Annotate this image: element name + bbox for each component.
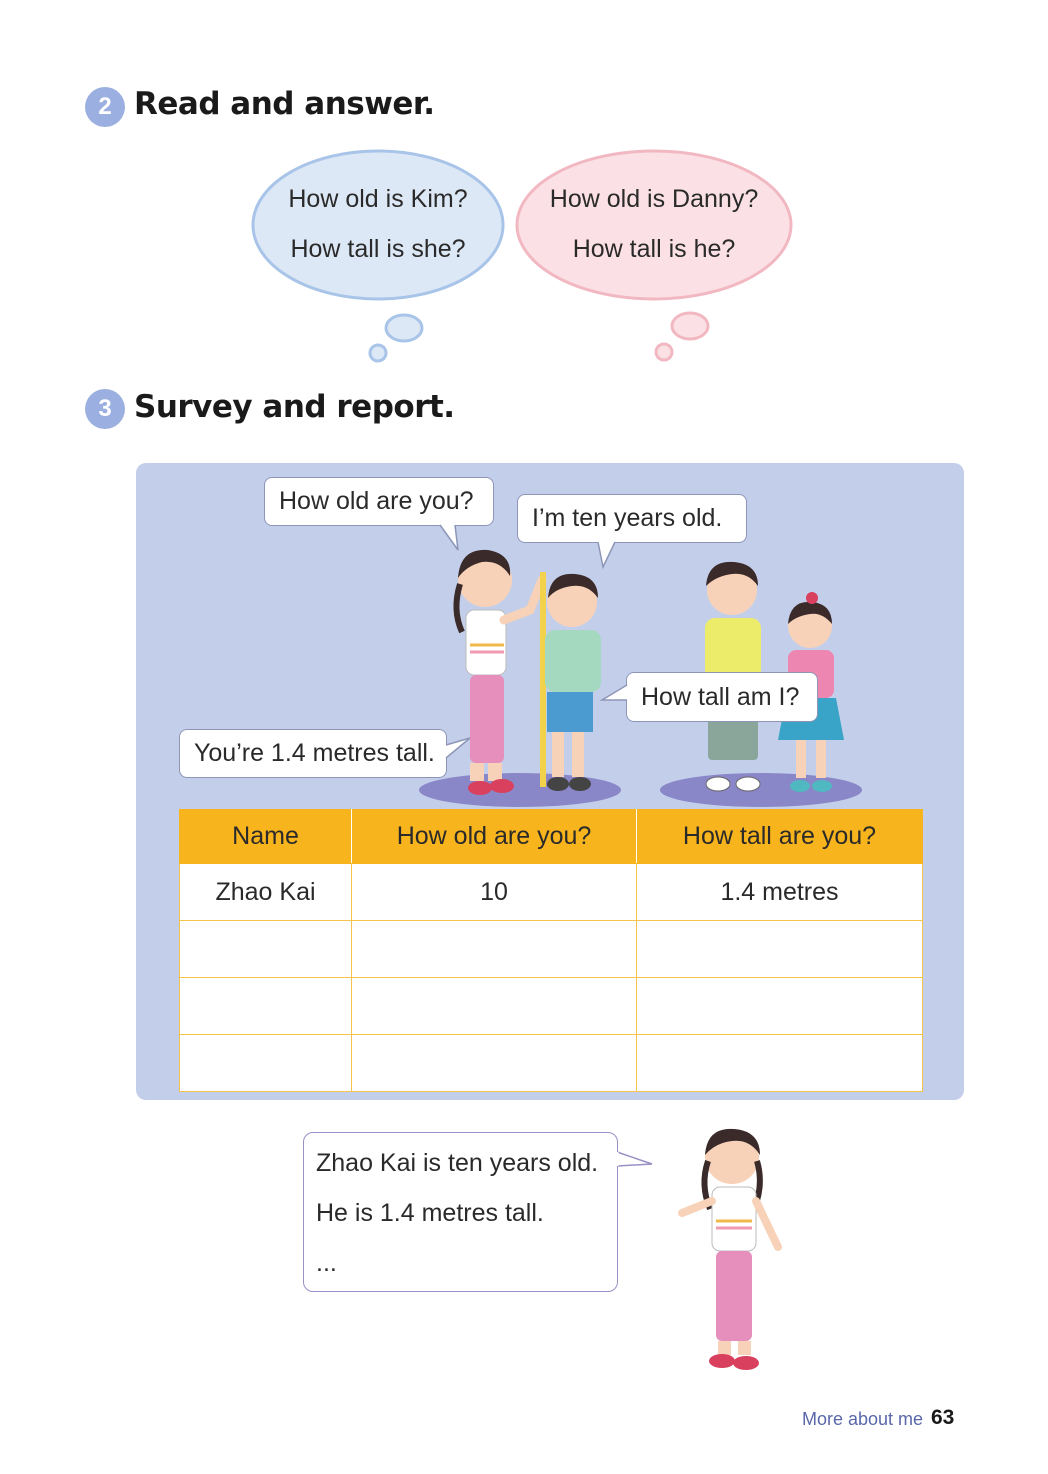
header-how-old: How old are you? <box>352 810 637 864</box>
table-row <box>180 978 923 1035</box>
table-cell[interactable] <box>180 1035 352 1092</box>
table-cell[interactable] <box>352 978 637 1035</box>
thought-danny-line2: How tall is he? <box>572 235 736 263</box>
thought-kim-line2: How tall is she? <box>290 235 466 263</box>
table-row <box>180 864 923 921</box>
section-2-title: Read and answer. <box>134 86 435 122</box>
report-line-2: He is 1.4 metres tall. <box>316 1199 544 1227</box>
footer-unit-title: More about me <box>802 1409 924 1429</box>
page-number: 63 <box>931 1406 955 1429</box>
thought-danny-line1: How old is Danny? <box>549 185 759 213</box>
speech-ten-years: I’m ten years old. <box>517 494 747 543</box>
table-cell[interactable] <box>180 978 352 1035</box>
table-cell[interactable] <box>180 921 352 978</box>
report-line-1: Zhao Kai is ten years old. <box>316 1149 599 1177</box>
table-cell: 10 <box>352 864 637 921</box>
table-row <box>180 921 923 978</box>
table-header-row <box>180 810 923 864</box>
table-row <box>180 1035 923 1092</box>
table-cell[interactable] <box>637 1035 923 1092</box>
table-cell: Zhao Kai <box>180 864 352 921</box>
header-name: Name <box>180 810 352 864</box>
section-3-number: 3 <box>85 389 125 429</box>
survey-table <box>179 809 923 1092</box>
speech-metres: You’re 1.4 metres tall. <box>179 729 447 778</box>
table-cell[interactable] <box>637 978 923 1035</box>
speech-how-tall: How tall am I? <box>626 672 818 722</box>
table-cell[interactable] <box>352 1035 637 1092</box>
table-cell: 1.4 metres <box>637 864 923 921</box>
thought-kim-line1: How old is Kim? <box>288 185 468 213</box>
table-cell[interactable] <box>352 921 637 978</box>
report-speech-tail <box>600 1140 660 1180</box>
reporting-girl-illustration <box>660 1125 800 1375</box>
speech-how-old: How old are you? <box>264 477 494 526</box>
header-how-tall: How tall are you? <box>637 810 923 864</box>
table-cell[interactable] <box>637 921 923 978</box>
report-line-3: ... <box>316 1249 337 1277</box>
report-speech-box <box>303 1132 618 1292</box>
section-2-number: 2 <box>85 87 125 127</box>
section-3-title: Survey and report. <box>134 389 455 425</box>
